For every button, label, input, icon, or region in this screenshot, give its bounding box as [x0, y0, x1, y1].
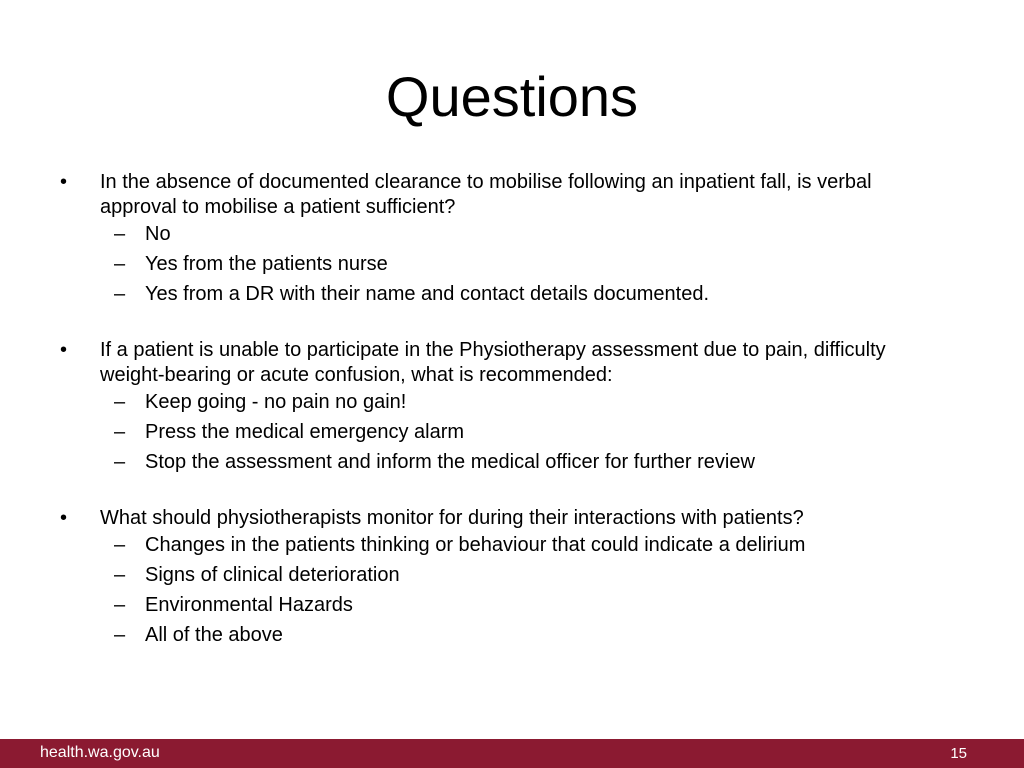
answer-text: Keep going - no pain no gain! — [145, 391, 407, 413]
bullet-icon: • — [60, 339, 68, 361]
answer-text: Signs of clinical deterioration — [145, 564, 400, 586]
answer-option — [0, 220, 1024, 250]
question-text: In the absence of documented clearance to mobilise following an inpatient fall, is verbal approval to mobilise a patient sufficient? — [100, 171, 872, 218]
dash-icon: – — [114, 253, 126, 275]
answer-option — [0, 388, 1024, 418]
dash-icon: – — [114, 624, 126, 646]
bullet-icon: • — [60, 171, 68, 193]
answer-option — [0, 531, 1024, 561]
answer-text: Changes in the patients thinking or behaviour that could indicate a delirium — [145, 534, 806, 556]
answer-option — [0, 621, 1024, 651]
answer-options — [0, 220, 1024, 310]
answer-option — [0, 591, 1024, 621]
answer-text: All of the above — [145, 624, 283, 646]
answer-options — [0, 388, 1024, 478]
answer-text: Yes from the patients nurse — [145, 253, 388, 275]
question-item — [0, 170, 1024, 310]
question-text: If a patient is unable to participate in the Physiotherapy assessment due to pain, difficulty weight-bearing or acute confusion, what is recommended: — [100, 339, 886, 386]
dash-icon: – — [114, 391, 126, 413]
page-number: 15 — [950, 745, 967, 762]
dash-icon: – — [114, 594, 126, 616]
dash-icon: – — [114, 223, 126, 245]
answer-option — [0, 280, 1024, 310]
question-text: What should physiotherapists monitor for during their interactions with patients? — [100, 507, 804, 529]
dash-icon: – — [114, 283, 126, 305]
answer-text: Press the medical emergency alarm — [145, 421, 465, 443]
answer-option — [0, 561, 1024, 591]
dash-icon: – — [114, 534, 126, 556]
footer-bar — [0, 739, 1024, 768]
answer-text: Environmental Hazards — [145, 594, 353, 616]
answer-text: No — [145, 223, 171, 245]
answer-text: Yes from a DR with their name and contact details documented. — [145, 283, 710, 305]
question-list — [0, 170, 1024, 679]
question-item — [0, 338, 1024, 478]
dash-icon: – — [114, 421, 126, 443]
slide-title: Questions — [385, 65, 639, 128]
dash-icon: – — [114, 451, 126, 473]
bullet-icon: • — [60, 507, 68, 529]
answer-option — [0, 418, 1024, 448]
answer-option — [0, 250, 1024, 280]
question-item — [0, 506, 1024, 651]
answer-text: Stop the assessment and inform the medical officer for further review — [145, 451, 755, 473]
answer-option — [0, 448, 1024, 478]
answer-options — [0, 531, 1024, 651]
footer-url: health.wa.gov.au — [40, 744, 160, 761]
dash-icon: – — [114, 564, 126, 586]
